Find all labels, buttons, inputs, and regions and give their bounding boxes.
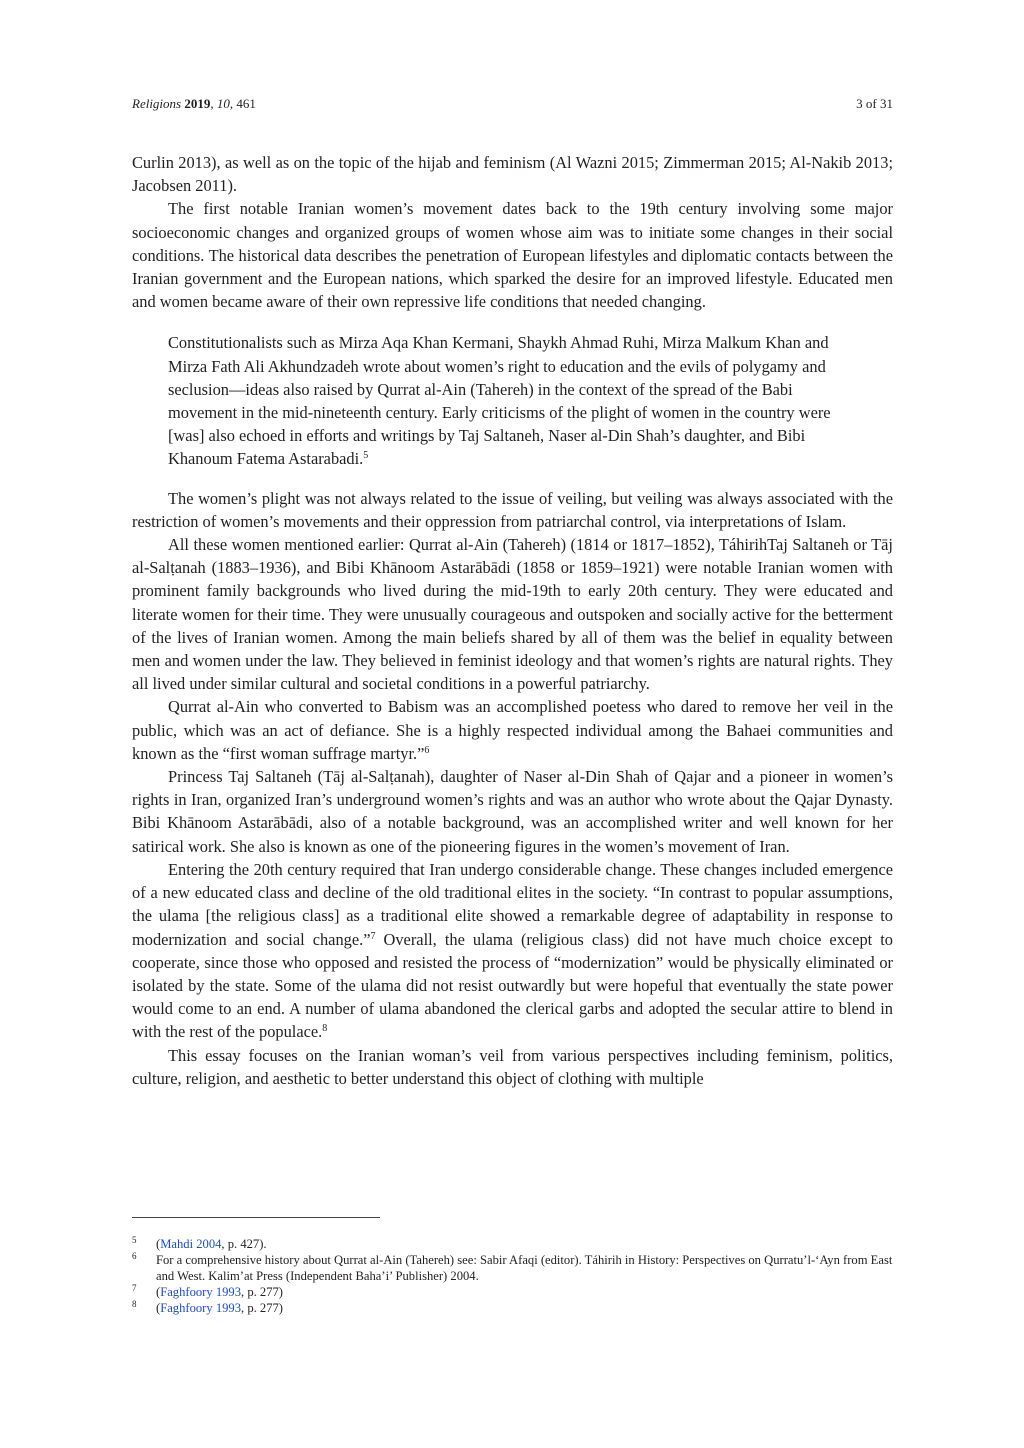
footnote-5 <box>132 1236 893 1252</box>
footnote-8 <box>132 1300 893 1316</box>
footnote-6 <box>132 1252 893 1284</box>
footnote-text: For a comprehensive history about Qurrat al-Ain (Tahereh) see: Sabir Afaqi (editor). Táhirih in History: Perspectives on Qurratu’l-‘Ayn from East and West. Kalim’at Press (Independent Baha’i’ Publisher) 2004. <box>156 1253 893 1283</box>
paragraph-8: This essay focuses on the Iranian woman’s veil from various perspectives including feminism, politics, culture, religion, and aesthetic to better understand this object of clothing with multiple <box>132 1045 893 1088</box>
footnote-open-paren: ( <box>156 1301 161 1315</box>
paragraph-5-text: Qurrat al-Ain who converted to Babism was an accomplished poetess who dared to remove her veil in the public, which was an act of defiance. She is a highly respected individual among the Bahaei communities and known as the “first woman suffrage martyr.” <box>132 697 893 763</box>
footnote-rest: , p. 277) <box>241 1301 283 1315</box>
footnote-ref-5[interactable]: 5 <box>363 450 369 462</box>
paragraph-3: The women’s plight was not always related to the issue of veiling, but veiling was always associated with the restriction of women’s movements and their oppression from patriarchal control, via interpretations of Islam. <box>132 488 893 531</box>
footnotes <box>132 1236 893 1316</box>
paragraph-7-text-a: Entering the 20th century required that Iran undergo considerable change. These changes included emergence of a new educated class and decline of the old traditional elites in the society. “In contrast to popular assumptions, the ulama [the religious class] as a traditional elite showed a remarkable degree of adaptability in response to modernization and social change.” <box>132 859 893 949</box>
journal-volume: 10 <box>216 96 230 111</box>
citation-link[interactable]: Mahdi 2004 <box>160 1237 222 1251</box>
page-number: 3 of 31 <box>856 96 893 111</box>
paragraph-5 <box>132 695 893 765</box>
journal-year: 2019 <box>184 96 211 111</box>
footnote-open-paren: ( <box>156 1237 161 1251</box>
footnote-open-paren: ( <box>156 1285 161 1299</box>
footnote-7 <box>132 1284 893 1300</box>
paragraph-1: Curlin 2013), as well as on the topic of the hijab and feminism (Al Wazni 2015; Zimmerman 2015; Al-Nakib 2013; Jacobsen 2011). <box>132 153 893 196</box>
article-number: 461 <box>236 96 256 111</box>
footnote-number: 7 <box>132 1283 137 1293</box>
footnote-separator <box>132 1217 380 1218</box>
paragraph-7-text-b: Overall, the ulama (religious class) did not have much choice except to cooperate, since those who opposed and resisted the process of “modernization” would be physically eliminated or isolated by the state. Some of the ulama did not resist outwardly but were hopeful that eventually the state power would come to an end. A number of ulama abandoned the clerical garbs and adopted the secular attire to blend in with the rest of the populace. <box>132 929 893 1042</box>
footnote-number: 8 <box>132 1299 137 1309</box>
block-quote-text: Constitutionalists such as Mirza Aqa Khan Kermani, Shaykh Ahmad Ruhi, Mirza Malkum Khan and Mirza Fath Ali Akhundzadeh wrote about women’s right to education and the evils of polygamy and seclusion—ideas also raised by Qurrat al-Ain (Tahereh) in the context of the spread of the Babi movement in the mid-nineteenth century. Early criticisms of the plight of women in the country were [was] also echoed in efforts and writings by Taj Saltaneh, Naser al-Din Shah’s daughter, and Bibi Khanoum Fatema Astarabadi. <box>168 333 831 469</box>
paragraph-7 <box>132 858 893 1044</box>
running-header <box>132 96 893 116</box>
footnote-rest: , p. 427). <box>221 1237 267 1251</box>
paragraph-4: All these women mentioned earlier: Qurrat al-Ain (Tahereh) (1814 or 1817–1852), TáhirihTaj Saltaneh or Tāj al-Salṭanah (1883–1936), and Bibi Khānoom Astarābādi (1858 or 1859–1921) were notable Iranian women with prominent family backgrounds who lived during the mid-19th to early 20th century. They were educated and literate women for their time. They were unusually courageous and outspoken and socially active for the betterment of the lives of Iranian women. Among the main beliefs shared by all of them was the belief in equality between men and women under the law. They believed in feminist ideology and that women’s rights are natural rights. They all lived under similar cultural and societal conditions in a powerful patriarchy. <box>132 535 893 694</box>
paragraph-2: The first notable Iranian women’s movement dates back to the 19th century involving some major socioeconomic changes and organized groups of women whose aim was to initiate some changes in their social conditions. The historical data describes the penetration of European lifestyles and diplomatic contacts between the Iranian government and the European nations, which sparked the desire for an improved lifestyle. Educated men and women became aware of their own repressive life conditions that needed changing. <box>132 199 893 312</box>
footnote-rest: , p. 277) <box>241 1285 283 1299</box>
main-text <box>132 151 893 1090</box>
footnote-number: 6 <box>132 1251 137 1261</box>
paragraph-6: Princess Taj Saltaneh (Tāj al-Salṭanah), daughter of Naser al-Din Shah of Qajar and a pioneer in women’s rights in Iran, organized Iran’s underground women’s rights and was an author who wrote about the Qajar Dynasty. Bibi Khānoom Astarābādi, also of a notable background, was an accomplished writer and well known for her satirical work. She also is known as one of the pioneering figures in the women’s movement of Iran. <box>132 767 893 856</box>
citation-link[interactable]: Faghfoory 1993 <box>160 1285 242 1299</box>
journal-name: Religions <box>132 96 182 111</box>
footnote-ref-7[interactable]: 7 <box>370 930 376 942</box>
footnote-ref-6[interactable]: 6 <box>424 744 430 756</box>
footnote-ref-8[interactable]: 8 <box>322 1023 328 1035</box>
journal-citation: Religions 2019, 10, 461 <box>132 96 256 111</box>
footnote-number: 5 <box>132 1235 137 1245</box>
citation-link[interactable]: Faghfoory 1993 <box>160 1301 242 1315</box>
block-quote <box>168 331 860 470</box>
